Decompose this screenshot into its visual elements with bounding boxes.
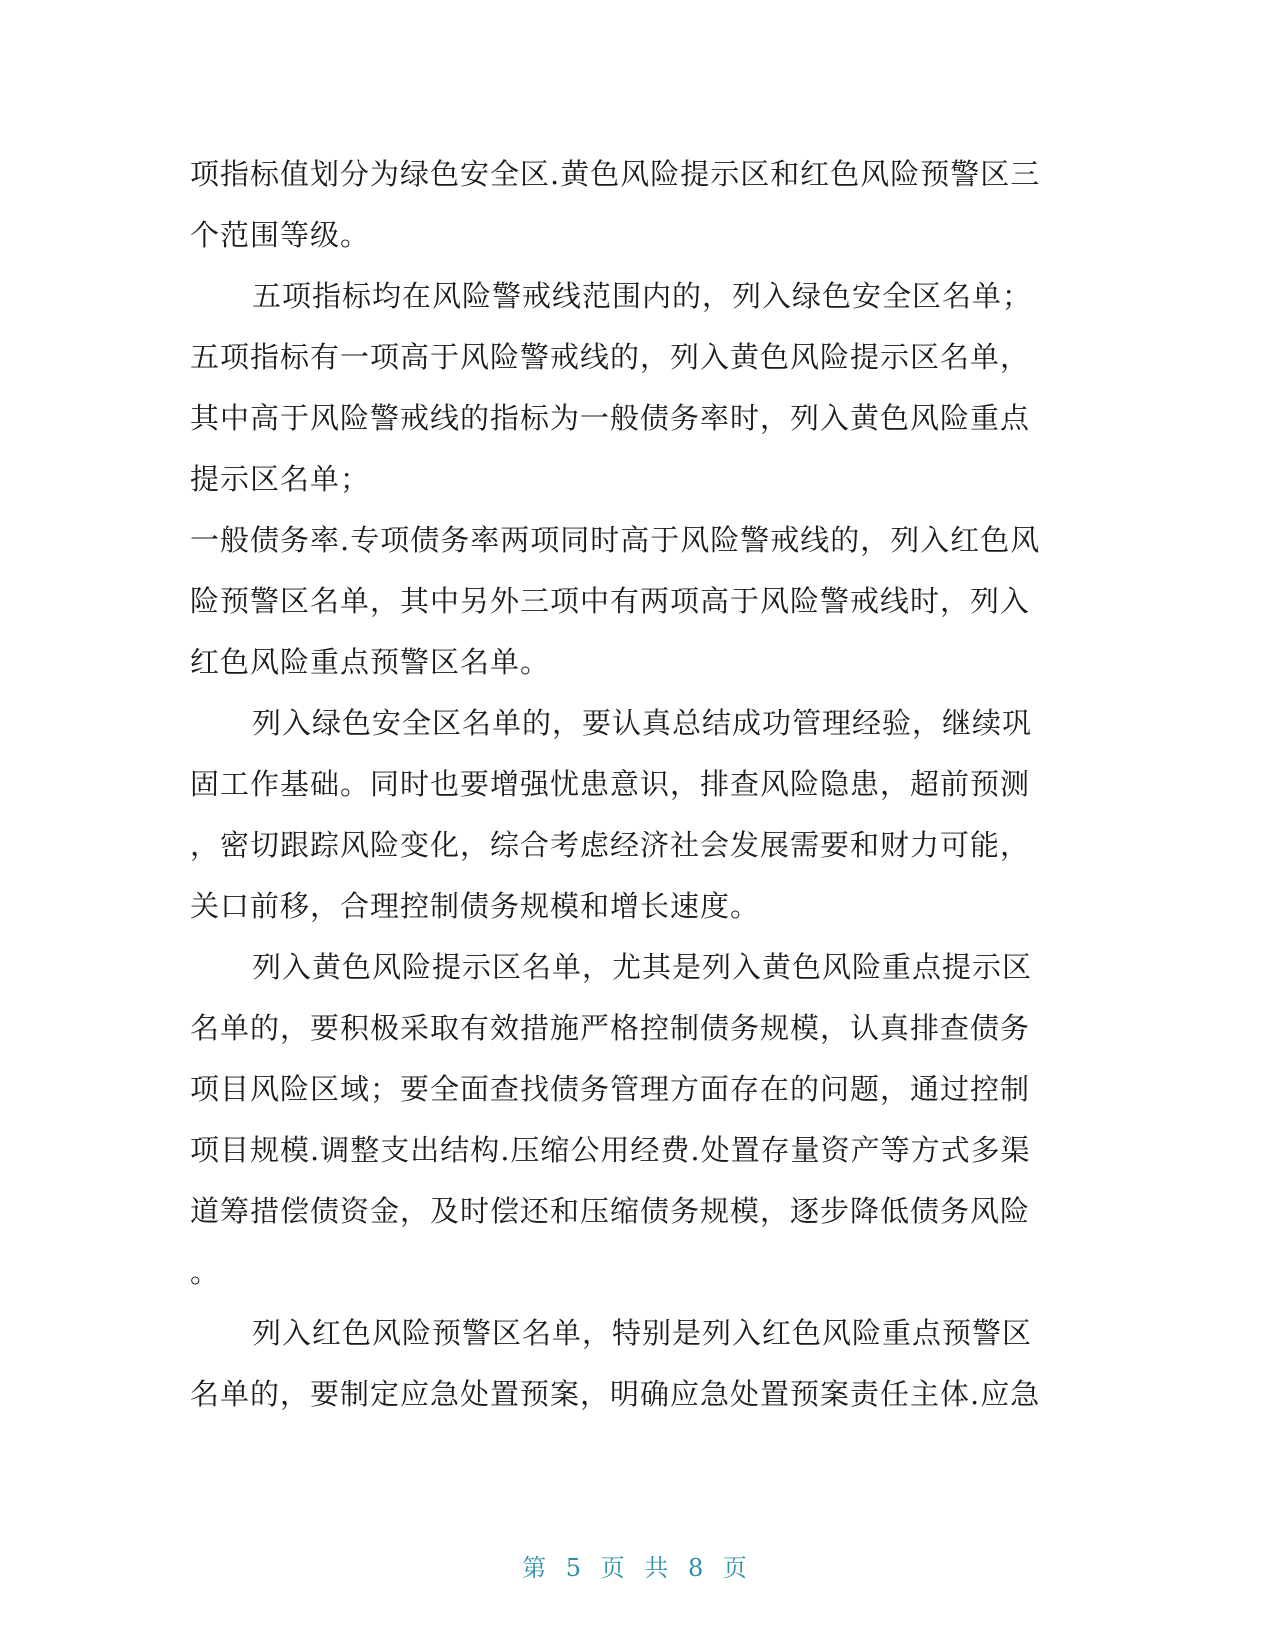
- text-line: 提示区名单；: [190, 462, 371, 496]
- text-line: 险预警区名单，其中另外三项中有两项高于风险警戒线时，列入: [190, 584, 1031, 618]
- text-line: 名单的，要制定应急处置预案，明确应急处置预案责任主体.应急: [190, 1377, 1041, 1411]
- text-line: 列入绿色安全区名单的，要认真总结成功管理经验，继续巩: [252, 706, 1033, 740]
- text-line: 固工作基础。同时也要增强忧患意识，排查风险隐患，超前预测: [190, 767, 1031, 801]
- text-line: 红色风险重点预警区名单。: [190, 645, 551, 679]
- text-line: 道筹措偿债资金，及时偿还和压缩债务规模，逐步降低债务风险: [190, 1194, 1031, 1228]
- text-line: 。: [190, 1255, 221, 1289]
- text-line: 名单的，要积极采取有效措施严格控制债务规模，认真排查债务: [190, 1011, 1031, 1045]
- text-line: 项指标值划分为绿色安全区.黄色风险提示区和红色风险预警区三: [190, 157, 1041, 191]
- text-line: 其中高于风险警戒线的指标为一般债务率时，列入黄色风险重点: [190, 401, 1031, 435]
- text-line: 五项指标均在风险警戒线范围内的，列入绿色安全区名单；: [252, 279, 1033, 313]
- text-line: ，密切跟踪风险变化，综合考虑经济社会发展需要和财力可能，: [190, 828, 1031, 862]
- text-line: 一般债务率.专项债务率两项同时高于风险警戒线的，列入红色风: [190, 523, 1041, 557]
- page-number-footer: 第 5 页 共 8 页: [522, 1554, 753, 1582]
- text-line: 关口前移，合理控制债务规模和增长速度。: [190, 889, 761, 923]
- text-line: 个范围等级。: [190, 218, 371, 252]
- body-text: [190, 144, 1090, 1425]
- text-line: 项目规模.调整支出结构.压缩公用经费.处置存量资产等方式多渠: [190, 1133, 1031, 1167]
- text-line: 项目风险区域；要全面查找债务管理方面存在的问题，通过控制: [190, 1072, 1031, 1106]
- text-line: 列入红色风险预警区名单，特别是列入红色风险重点预警区: [252, 1316, 1033, 1350]
- text-line: 五项指标有一项高于风险警戒线的，列入黄色风险提示区名单，: [190, 340, 1031, 374]
- text-line: 列入黄色风险提示区名单，尤其是列入黄色风险重点提示区: [252, 950, 1033, 984]
